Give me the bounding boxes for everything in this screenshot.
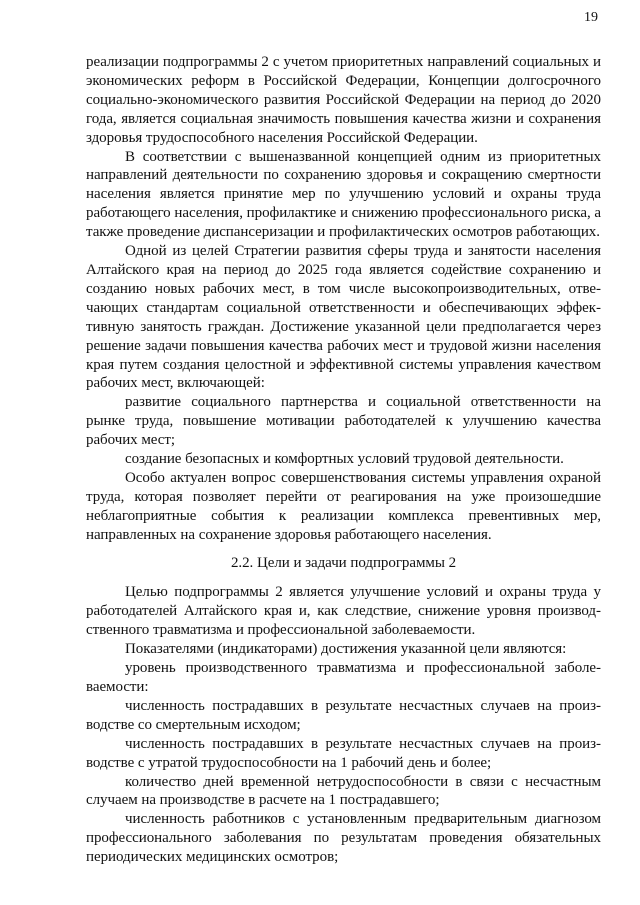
list-item: численность пострадавших в результате несчастных случаев на производстве с утратой трудоспособности на 1 рабочий день и более; [86,735,601,771]
section-heading: 2.2. Цели и задачи подпрограммы 2 [230,554,457,571]
list-item: количество дней временной нетрудоспособности в связи с несчастным случаем на производстве в расчете на 1 пострадавшего; [86,773,601,809]
document-body [86,53,601,867]
list-item: развитие социального партнерства и социальной ответственности на рынке труда, повышение мотивации работодателей к улучшению качества рабочих мест; [86,394,601,449]
list-item: уровень производственного травматизма и профессиональной заболеваемости: [86,660,601,695]
paragraph-continuation: реализации подпрограммы 2 с учетом приоритетных направлений социальных и экономических реформ в Российской Федерации, Концепции долгосрочного социально-экономического развития Российской Федерации на период до 2020 года, является социальная значимость повышения качества жизни и сохранения здоровья трудоспособного населения Российской Федерации. [86,54,601,146]
paragraph: Особо актуален вопрос совершенствования системы управления охраной труда, которая позволяет перейти от реагирования на уже произошедшие неблагоприятные события к реализации комплекса превентивных мер, направленных на сохранение здоровья работающего населения. [86,469,601,543]
list-item: численность работников с установленным предварительным диагнозом профессионального заболевания по результатам проведения обязательных периодических медицинских осмотров; [86,811,601,866]
paragraph: Целью подпрограммы 2 является улучшение условий и охраны труда у работодателей Алтайского края и, как следствие, снижение уровня производственного травматизма и профессиональной заболеваемости. [86,584,601,639]
list-item: создание безопасных и комфортных условий трудовой деятельности. [125,451,564,468]
paragraph: Одной из целей Стратегии развития сферы труда и занятости населения Алтайского края на период до 2025 года является содействие сохранению и созданию новых рабочих мест, в том числе высокопроизводительных, отвечающих стандартам социальной ответственности и обеспечивающих эффективную занятость граждан. Достижение указанной цели предполагается через решение задачи повышения качества рабочих мест и трудовой жизни населения края путем создания целостной и эффективной системы управления качеством рабочих мест, включающей: [86,243,601,392]
paragraph: Показателями (индикаторами) достижения указанной цели являются: [125,641,567,658]
list-item: численность пострадавших в результате несчастных случаев на производстве со смертельным исходом; [86,697,601,733]
paragraph: В соответствии с вышеназванной концепцией одним из приоритетных направлений деятельности по сохранению здоровья и сокращению смертности населения является принятие мер по улучшению условий и охраны труда работающего населения, профилактике и снижению профессионального риска, а также проведение диспансеризации и профилактических осмотров работающих. [86,148,601,241]
page-number: 19 [584,10,598,25]
